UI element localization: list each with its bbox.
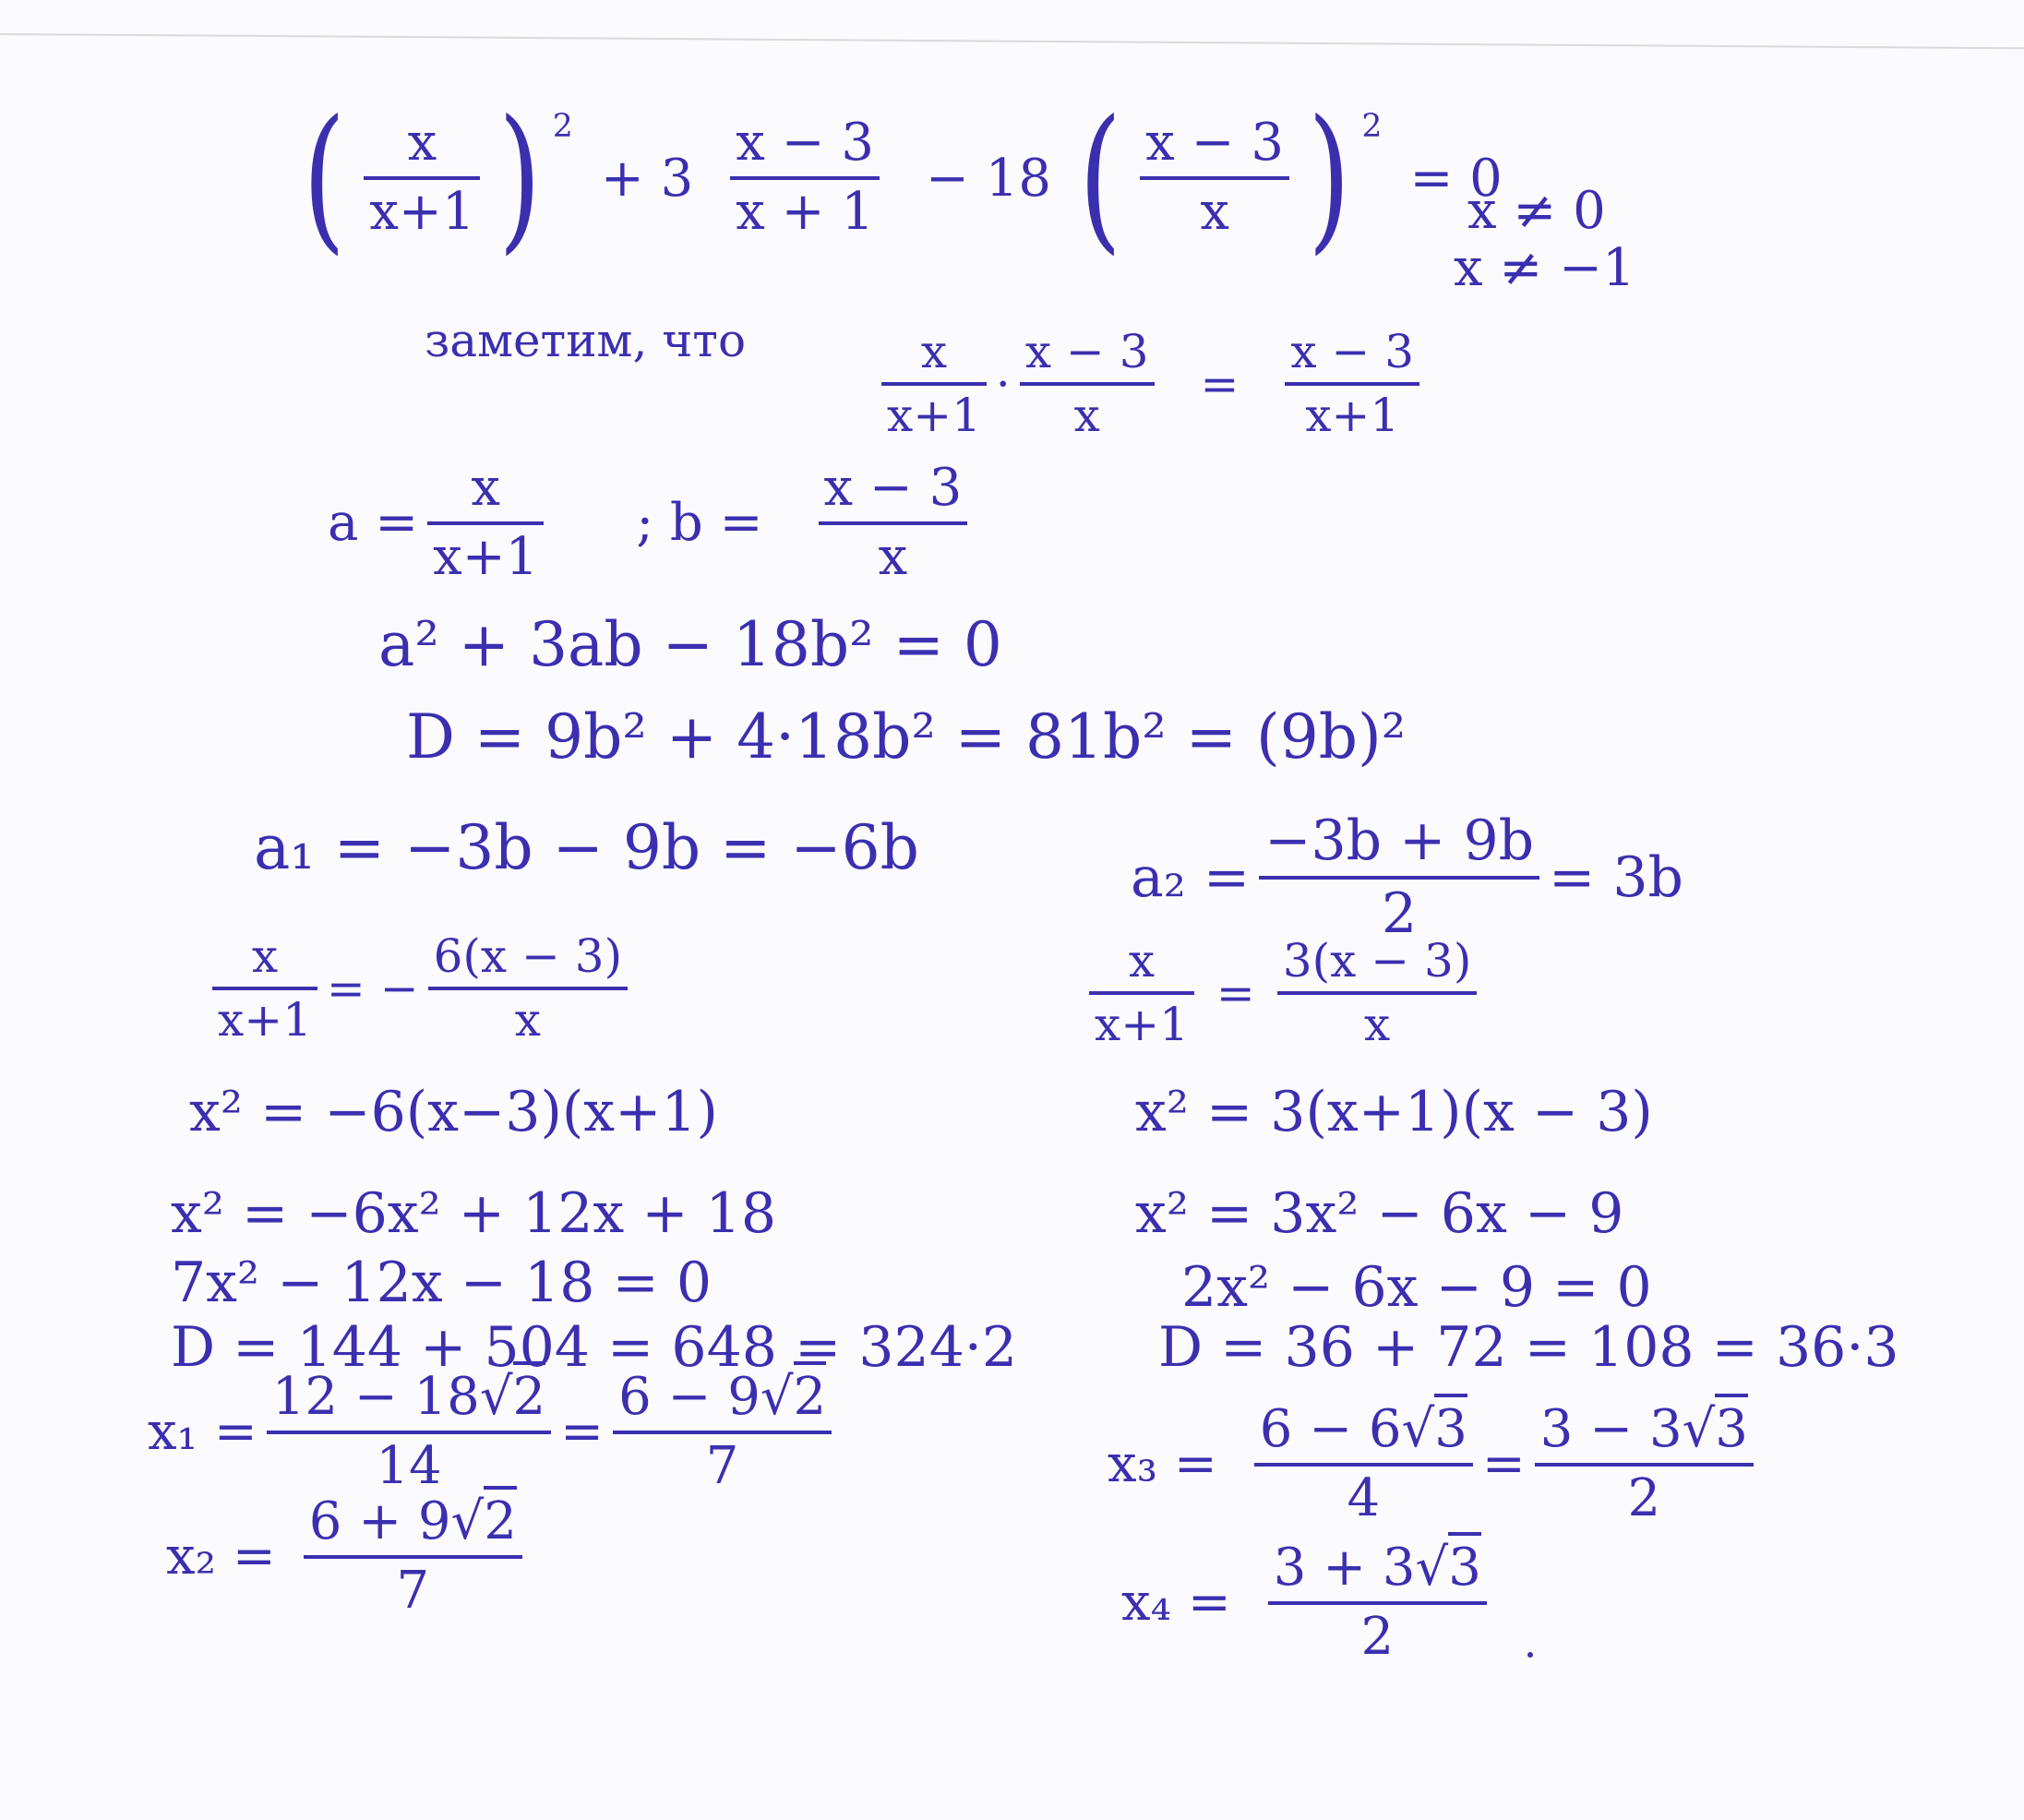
- denominator: x+1: [1095, 997, 1189, 1051]
- numerator-text: 3 + 3: [1273, 1538, 1416, 1598]
- x3-root: [1108, 1399, 1763, 1528]
- fraction-bar: [881, 382, 987, 386]
- numerator-text: 3 − 3: [1539, 1399, 1683, 1459]
- left-line-3: 7x² − 12x − 18 = 0: [171, 1251, 713, 1315]
- denominator: x: [1200, 182, 1229, 242]
- numerator: x: [407, 113, 437, 174]
- denominator: x+1: [369, 182, 475, 242]
- numerator: x − 3: [823, 458, 963, 518]
- numerator: x − 3: [736, 113, 874, 174]
- numerator-text: 6 − 9: [618, 1367, 760, 1427]
- right-line-1: x² = 3(x+1)(x − 3): [1135, 1080, 1653, 1144]
- domain-condition-1: x ≠ 0: [1467, 181, 1606, 241]
- x2-root: [166, 1491, 532, 1621]
- ink-dot: [1527, 1652, 1533, 1658]
- sqrt-sign: [480, 1367, 513, 1427]
- denominator: 4: [1347, 1467, 1381, 1528]
- equals: =: [560, 1402, 605, 1463]
- right-paren: ): [1307, 87, 1351, 269]
- radicand: 3: [1448, 1532, 1481, 1598]
- radicand: 2: [794, 1361, 827, 1427]
- numerator: x: [1128, 934, 1156, 988]
- exponent: 2: [552, 108, 573, 146]
- denominator: 2: [1382, 881, 1418, 946]
- fraction: [881, 325, 987, 442]
- numerator: x: [471, 458, 500, 518]
- fraction-bar: [428, 987, 629, 990]
- numerator: 6(x − 3): [433, 929, 623, 983]
- fraction-bar: [1254, 1463, 1473, 1467]
- fraction-bar: [1020, 382, 1155, 386]
- numerator: [1268, 1538, 1487, 1598]
- numerator: [1535, 1399, 1754, 1459]
- fraction-x-over-x-plus-1: [364, 113, 480, 242]
- right-line-3: 2x² − 6x − 9 = 0: [1181, 1255, 1652, 1320]
- numerator: 3(x − 3): [1282, 934, 1472, 988]
- b-label: ; b =: [636, 493, 763, 554]
- fraction: [1268, 1538, 1487, 1667]
- numerator-text: 6 + 9: [308, 1491, 451, 1551]
- numerator: [1254, 1399, 1473, 1459]
- numerator: x: [251, 929, 279, 983]
- fraction: [613, 1367, 832, 1496]
- fraction-bar: [1535, 1463, 1754, 1467]
- denominator: x + 1: [736, 182, 874, 242]
- denominator: x: [878, 526, 908, 587]
- a2-label: a₂ =: [1131, 845, 1251, 910]
- equals: =: [1200, 356, 1240, 411]
- denominator: x: [1073, 388, 1100, 442]
- fraction: [1259, 808, 1539, 946]
- left-line-4: D = 144 + 504 = 648 = 324·2: [171, 1315, 1018, 1380]
- fraction: [1277, 934, 1478, 1051]
- radicand: 3: [1434, 1394, 1467, 1459]
- fraction-x-minus-3-over-x-plus-1: [730, 113, 880, 242]
- fraction-bar: [1285, 382, 1419, 386]
- radicand: 3: [1715, 1394, 1748, 1459]
- fraction: [1089, 934, 1194, 1051]
- denominator: x+1: [218, 992, 312, 1047]
- substitution: [328, 458, 976, 587]
- sqrt-sign: [1683, 1399, 1716, 1459]
- left-paren: (: [302, 87, 346, 269]
- fraction: [1285, 325, 1419, 442]
- numerator-text: 12 − 18: [271, 1367, 480, 1427]
- fraction-bar: [427, 521, 544, 525]
- denominator: x+1: [1305, 388, 1400, 442]
- radicand: 2: [513, 1361, 546, 1427]
- numerator: x − 3: [1024, 325, 1149, 378]
- a-fraction: [427, 458, 544, 587]
- denominator: x+1: [433, 526, 539, 587]
- main-equation: [293, 87, 1503, 269]
- denominator: x: [514, 992, 541, 1047]
- left-line-1: x² = −6(x−3)(x+1): [189, 1080, 718, 1144]
- multiply-dot: ·: [995, 356, 1011, 411]
- denominator: 7: [396, 1560, 430, 1621]
- numerator: x − 3: [1145, 113, 1285, 174]
- fraction-bar: [304, 1555, 522, 1559]
- right-equation: [1080, 934, 1486, 1051]
- fraction-bar: [1277, 991, 1478, 995]
- sqrt-sign: [451, 1491, 485, 1551]
- fraction-bar: [1140, 176, 1289, 180]
- radicand: 2: [484, 1486, 517, 1551]
- right-paren: ): [498, 87, 542, 269]
- fraction: [1254, 1399, 1473, 1528]
- term-coefficient: + 3: [600, 148, 694, 209]
- fraction-bar: [819, 521, 968, 525]
- a2-root: [1131, 808, 1683, 946]
- fraction-bar: [267, 1431, 551, 1434]
- fraction: [212, 929, 317, 1047]
- x1-label: x₁ =: [148, 1402, 257, 1463]
- left-paren: (: [1078, 87, 1122, 269]
- fraction-bar: [1089, 991, 1194, 995]
- b-fraction: [819, 458, 968, 587]
- fraction: [267, 1367, 551, 1496]
- term-coefficient: − 18: [925, 148, 1051, 209]
- a-label: a =: [328, 493, 419, 554]
- left-line-2: x² = −6x² + 12x + 18: [171, 1181, 777, 1246]
- fraction-bar: [1268, 1601, 1487, 1605]
- fraction: [1535, 1399, 1754, 1528]
- fraction: [304, 1491, 522, 1621]
- note-identity: [872, 325, 1429, 442]
- numerator: x: [920, 325, 948, 378]
- numerator: [613, 1367, 832, 1427]
- x2-label: x₂ =: [166, 1527, 276, 1587]
- fraction: [428, 929, 629, 1047]
- right-line-4: D = 36 + 72 = 108 = 36·3: [1158, 1315, 1899, 1380]
- equals-minus: = −: [326, 961, 419, 1015]
- numerator-text: 6 − 6: [1259, 1399, 1402, 1459]
- domain-condition-2: x ≠ −1: [1454, 238, 1635, 298]
- left-equation: [203, 929, 637, 1047]
- numerator: −3b + 9b: [1264, 808, 1535, 873]
- fraction-x-minus-3-over-x: [1140, 113, 1289, 242]
- scan-edge-line: [0, 33, 2024, 49]
- fraction-bar: [613, 1431, 832, 1434]
- numerator: [267, 1367, 551, 1427]
- fraction: [1020, 325, 1155, 442]
- x4-root: [1121, 1538, 1496, 1667]
- denominator: x+1: [887, 388, 981, 442]
- fraction-bar: [1259, 876, 1539, 880]
- fraction-bar: [364, 176, 480, 180]
- sqrt-sign: [760, 1367, 794, 1427]
- denominator: 7: [705, 1435, 739, 1496]
- numerator: x − 3: [1290, 325, 1415, 378]
- x1-root: [148, 1367, 841, 1496]
- equals: =: [1481, 1434, 1526, 1495]
- x3-label: x₃ =: [1108, 1434, 1217, 1495]
- a2-result: = 3b: [1549, 845, 1683, 910]
- denominator: 2: [1627, 1467, 1661, 1528]
- note-text: заметим, что: [425, 314, 747, 367]
- sqrt-sign: [1416, 1538, 1449, 1598]
- denominator: 2: [1360, 1606, 1395, 1667]
- sqrt-sign: [1402, 1399, 1435, 1459]
- exponent: 2: [1361, 108, 1383, 146]
- equals-zero: = 0: [1409, 148, 1503, 209]
- numerator: [304, 1491, 522, 1551]
- a1-root: a₁ = −3b − 9b = −6b: [254, 812, 919, 883]
- right-line-2: x² = 3x² − 6x − 9: [1135, 1181, 1624, 1246]
- x4-label: x₄ =: [1121, 1573, 1231, 1634]
- fraction-bar: [212, 987, 317, 990]
- fraction-bar: [730, 176, 880, 180]
- discriminant-ab: D = 9b² + 4·18b² = 81b² = (9b)²: [406, 701, 1407, 772]
- denominator: 14: [376, 1435, 442, 1496]
- quadratic-in-a-b: a² + 3ab − 18b² = 0: [378, 609, 1002, 680]
- denominator: x: [1363, 997, 1391, 1051]
- equals: =: [1216, 965, 1255, 1020]
